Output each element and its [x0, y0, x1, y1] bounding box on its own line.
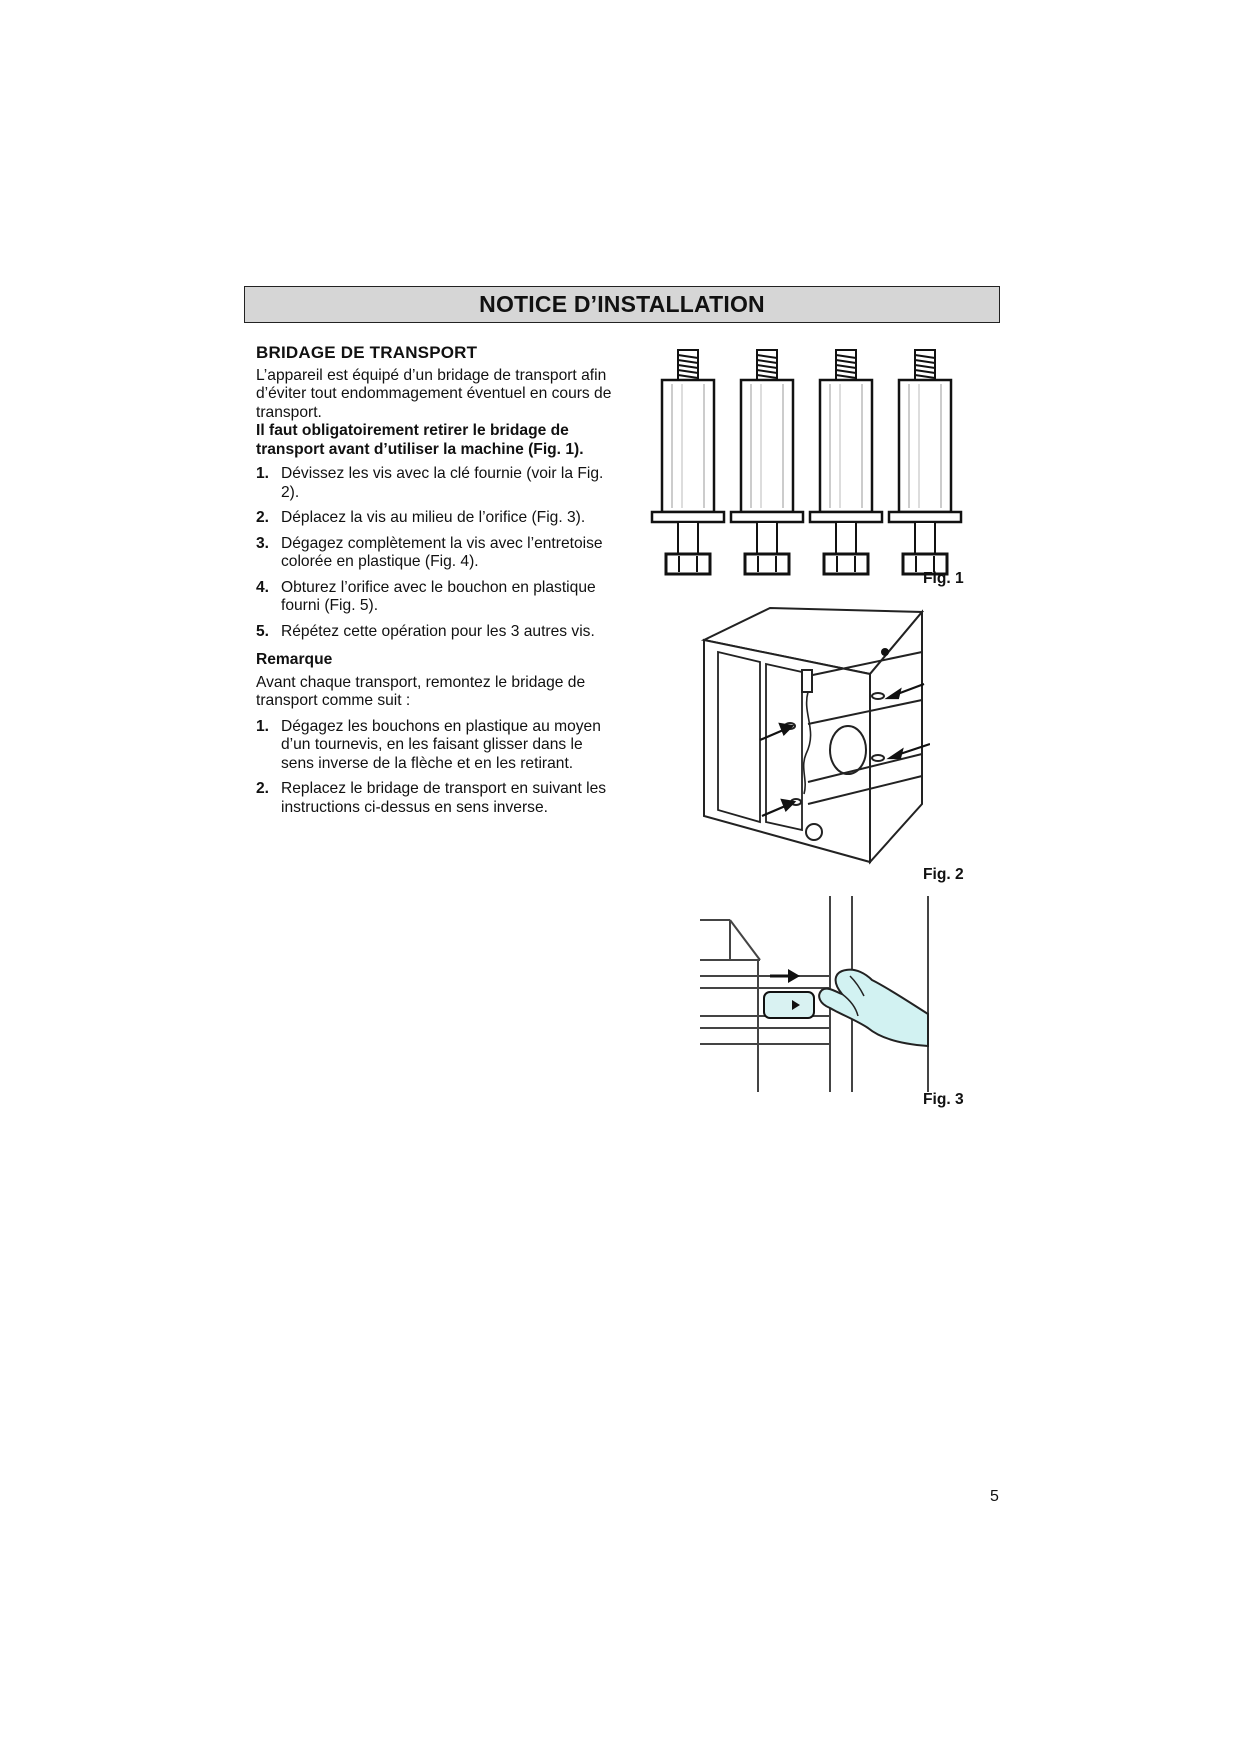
step-item [256, 623, 616, 642]
transport-bolt-illustration [652, 350, 724, 574]
step-number: 3. [256, 534, 270, 552]
warning-paragraph: Il faut obligatoirement retirer le bridage de transport avant d’utiliser la machine (Fig. 1). [256, 422, 584, 458]
step-text: Dévissez les vis avec la clé fournie (voir la Fig. 2). [281, 465, 604, 501]
remark-title: Remarque [256, 651, 333, 668]
fig1-caption: Fig. 1 [923, 570, 964, 587]
step-number: 2. [256, 509, 270, 526]
removal-steps [256, 465, 616, 641]
fig3-caption: Fig. 3 [923, 1091, 964, 1108]
step-item [256, 579, 616, 616]
step-text: Déplacez la vis au milieu de l’orifice (Fig. 3). [281, 509, 586, 526]
step-text: Replacez le bridage de transport en suivant les instructions ci-dessus en sens inverse. [281, 780, 607, 816]
step-number: 1. [256, 717, 270, 735]
section-title: BRIDAGE DE TRANSPORT [256, 343, 478, 362]
step-text: Répétez cette opération pour les 3 autres vis. [281, 622, 595, 640]
step-number: 1. [256, 465, 270, 482]
fig3-hand-bolt [700, 896, 940, 1092]
section-banner [244, 286, 1000, 323]
step-number: 2. [256, 780, 270, 797]
remark-intro: Avant chaque transport, remontez le bridage de transport comme suit : [256, 673, 586, 709]
step-item [256, 509, 616, 528]
remount-steps [256, 718, 616, 818]
remark-step-item [256, 780, 616, 817]
page-title: NOTICE D’INSTALLATION [479, 291, 765, 317]
instructions-column [256, 344, 616, 824]
page-number: 5 [990, 1488, 999, 1505]
fig2-caption: Fig. 2 [923, 866, 964, 883]
fig1-transport-bolts [648, 344, 1008, 576]
step-item [256, 535, 616, 572]
step-text: Dégagez les bouchons en plastique au moyen d’un tournevis, en les faisant glisser dans le sens inverse de la flèche et en les retirant. [281, 717, 601, 772]
remark-step-item [256, 718, 616, 774]
step-number: 5. [256, 622, 270, 640]
fig2-machine-rear [690, 604, 930, 866]
intro-paragraph: L’appareil est équipé d’un bridage de transport afin d’éviter tout endommagement éventuel en cours de transport. [256, 366, 612, 421]
step-item [256, 465, 616, 502]
step-text: Dégagez complètement la vis avec l’entretoise colorée en plastique (Fig. 4). [281, 534, 603, 570]
step-number: 4. [256, 578, 270, 596]
step-text: Obturez l’orifice avec le bouchon en plastique fourni (Fig. 5). [281, 578, 596, 614]
